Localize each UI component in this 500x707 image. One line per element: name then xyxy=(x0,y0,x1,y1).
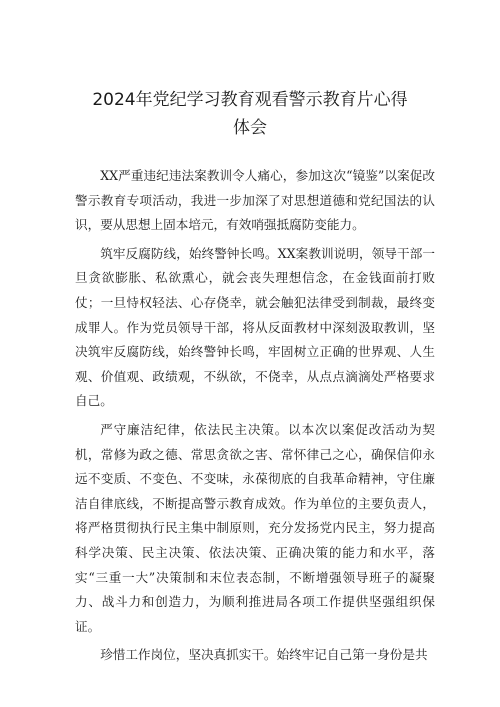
document-body xyxy=(75,164,435,672)
document-title-line-2: 体会 xyxy=(233,118,267,138)
document-title-line-1: 2024年党纪学习教育观看警示教育片心得 xyxy=(92,90,408,110)
paragraph-anti-corruption: 筑牢反腐防线，始终警钟长鸣。XX案教训说明，领导干部一旦贪欲膨胀、私欲熏心，就会丧失理想信念，在金钱面前打败仗；一旦恃权轻法、心存侥幸，就会触犯法律受到制裁，最终变成罪人。作为党员领导干部，将从反面教材中深刻汲取教训，坚决筑牢反腐防线，始终警钟长鸣，牢固树立正确的世界观、人生观、价值观、政绩观，不纵欲，不侥幸，从点点滴滴处严格要求自己。 xyxy=(75,245,435,409)
paragraph-intro: XX严重违纪违法案教训令人痛心，参加这次“镜鉴”以案促改警示教育专项活动，我进一步加深了对思想道德和党纪国法的认识，要从思想上固本培元，有效哨强抵腐防变能力。 xyxy=(75,168,435,233)
paragraph-discipline: 严守廉洁纪律，依法民主决策。以本次以案促改活动为契机，常修为政之德、常思贪欲之害、常怀律己之心，确保信仰永远不变质、不变色、不变味，永葆彻底的自我革命精神，守住廉洁自律底线，不断提高警示教育成效。作为单位的主要负责人，将严格贯彻执行民主集中制原则，充分发扬党内民主，努力提高科学决策、民主决策、依法决策、正确决策的能力和水平，落实“三重一大”决策制和末位表态制，不断增强领导班子的凝聚力、战斗力和创造力，为顺利推进局各项工作提供坚强组织保证。 xyxy=(75,421,435,634)
paragraph-work: 珍惜工作岗位，坚决真抓实干。始终牢记自己第一身份是共 xyxy=(100,647,428,663)
